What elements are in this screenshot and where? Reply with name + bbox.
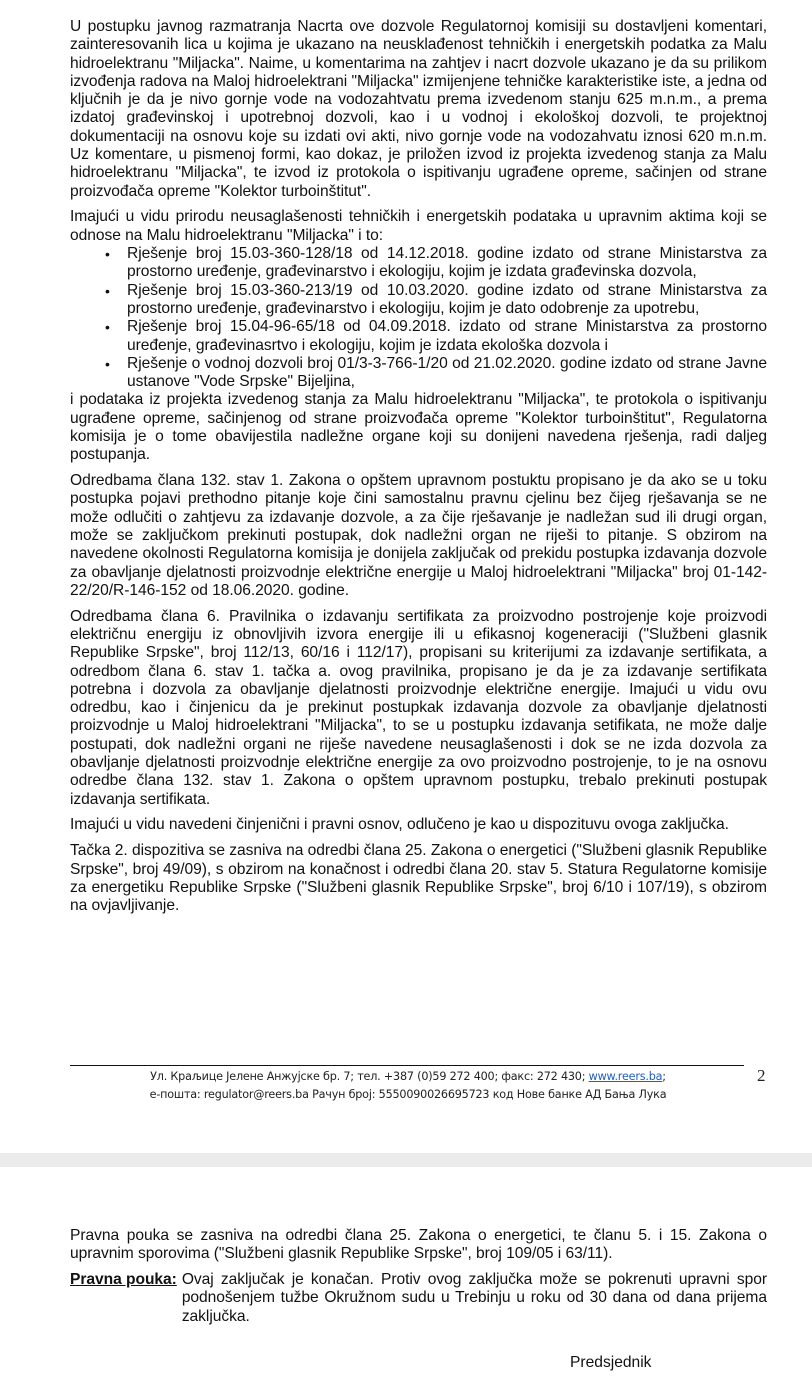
paragraph-inconsistency-intro: Imajući u vidu prirodu neusaglašenosti tehničkih i energetskih podataka u upravnim aktima koji se odnose na Malu hidroelektranu "Miljacka" i to: — [70, 208, 767, 244]
list-item-text: Rješenje broj 15.04-96-65/18 od 04.09.2018. izdato od strane Ministarstva za prostorno uređenje, građevinasrtvo i ekologiju, kojim je izdata ekološka dozvola i — [127, 318, 767, 354]
paragraph-legal-remedy-basis: Pravna pouka se zasniva na odredbi člana 25. Zakona o energetici, te članu 5. i 15. Zakona o upravnim sporovima ("Službeni glasnik Republike Srpske", broj 109/05 i 63/11). — [70, 1227, 767, 1263]
list-item — [70, 318, 767, 355]
bullet-icon: • — [105, 355, 110, 372]
footer-address-text: Ул. Краљице Јелене Анжујске бр. 7; тел. +387 (0)59 272 400; факс: 272 430; — [150, 1070, 589, 1083]
list-item-text: Rješenje broj 15.03-360-213/19 od 10.03.2020. godine izdato od strane Ministarstva za prostorno uređenje, građevinarstvo i ekologiju, kojim je dato odobrenje za upotrebu, — [127, 281, 767, 317]
footer-divider — [70, 1065, 744, 1066]
paragraph-inconsistency-outro: i podataka iz projekta izvedenog stanja za Malu hidroelektranu "Miljacka", te protokola o ispitivanju ugrađene opreme, sačinjenog od strane proizvođača opreme "Kolektor turboinštitut", Regulatorna komisija je o tome obavijestila nadležne organe koji su donijeni navedena rješenja, radi daljeg postupanja. — [70, 391, 767, 464]
page-number: 2 — [757, 1066, 766, 1085]
paragraph-article-6-rulebook: Odredbama člana 6. Pravilnika o izdavanju sertifikata za proizvodno postrojenje koje proizvodi električnu energiju iz obnovljivih izvora energije ili u efikasnoj kogeneraciji ("Službeni glasnik Republike Srpske", broj 112/13, 60/16 i 112/17), propisani su kriterijumi za izdavanje sertifikata, a odredbom člana 6. stav 1. tačka a. ovog pravilnika, propisano je da je za izdavanje sertifikata potrebna i dozvola za obavljanje djelatnosti proizvodnje električne energije. Imajući u vidu ovu odredbu, kao i činjenicu da je prekinut postupkak izdavanja dozvole za obavljanje djelatnosti proizvodnje u Maloj hidroelektrani "Miljacka", to se u postupku izdavanja setifikata, ne može dalje postupati, dok nadležni organi ne riješe navedene neusaglašenosti i dok se ne izda dozvola za obavljanje djelatnosti proizvodnje električne energije za ovo proizvodno postrojenje, to je na osnovu odredbe člana 132. stav 1. Zakona o opštem upravnom postupku, trebalo prekinuti postupak izdavanja sertifikata. — [70, 607, 767, 808]
paragraph-decision-basis: Imajući u vidu navedeni činjenični i pravni osnov, odlučeno je kao u dispozituvu ovoga zaključka. — [70, 816, 729, 834]
paragraph-public-review: U postupku javnog razmatranja Nacrta ove dozvole Regulatornoj komisiji su dostavljeni komentari, zainteresovanih lica u kojima je ukazano na neusklađenost tehničkih i energetskih podatka za Malu hidroelektranu "Miljacka". Naime, u komentarima na zahtjev i nacrt dozvole ukazano je da su prilikom izvođenja radova na Maloj hidroelektrani "Miljacka" izmijenjene tehničke karakteristike iste, a jedna od ključnih je da je nivo gornje vode na vodozahtvatu prema izvedenom stanju 625 m.n.m., a prema izdatoj građevinskoj i upotrebnoj dozvoli, kao i u vodnoj i ekološkoj dozvoli, te projektnoj dokumentaciji na osnovu koje su izdati ovi akti, nivo gornje vode na vodozahvatu iznosi 620 m.n.m. Uz komentare, u pismenoj formi, kao dokaz, je priložen izvod iz projekta izvedenog stanja za Malu hidroelektranu "Miljacka", te izvod iz protokola o ispitivanju ugrađene opreme, sačinjen od strane proizvođača opreme "Kolektor turboinštitut". — [70, 18, 767, 200]
list-item — [70, 245, 767, 282]
list-item — [70, 355, 767, 392]
legal-remedy-text: Ovaj zaključak je konačan. Protiv ovog zaključka može se pokrenuti upravni spor podnošenjem tužbe Okružnom sudu u Trebinju u roku od 30 dana od dana prijema zaključka. — [181, 1271, 767, 1325]
page-2-body — [70, 1227, 767, 1326]
legal-remedy-label: Pravna pouka: — [70, 1271, 177, 1289]
footer-contact-line-2: е-пошта: regulator@reers.ba Рачун број: 5550090026695723 код Нове банке АД Бања Лука — [149, 1088, 667, 1101]
list-item — [70, 282, 767, 319]
bullet-icon: • — [105, 282, 110, 299]
footer-address-line-1 — [70, 1068, 746, 1086]
legal-remedy-block — [70, 1271, 767, 1326]
page-separator — [0, 1153, 812, 1167]
decisions-list — [70, 245, 767, 391]
signature-title: Predsjednik — [570, 1354, 652, 1371]
bullet-icon: • — [105, 246, 110, 263]
footer-website-link[interactable]: www.reers.ba — [588, 1070, 663, 1083]
paragraph-article-132: Odredbama člana 132. stav 1. Zakona o opštem upravnom postuktu propisano je da ako se u toku postupka pojavi prethodno pitanje koje čini samostalnu pravnu cjelinu bez čijeg rješavanja se ne može odlučiti o zahtjevu za izdavanje dozvole, a za čije rješavanje je nadležan sud ili drugi organ, može se zaključkom prekinuti postupak, dok nadležni organ ne riješi to pitanje. S obzirom na navedene okolnosti Regulatorna komisija je donijela zaključak od prekidu postupka izdavanja dozvole za obavljanje djelatnosti proizvodnje električne energije u Maloj hidroelektrani "Miljacka" broj 01-142-22/20/R-146-152 od 18.06.2020. godine. — [70, 472, 767, 599]
bullet-icon: • — [105, 319, 110, 336]
list-item-text: Rješenje o vodnoj dozvoli broj 01/3-3-766-1/20 od 21.02.2020. godine izdato od strane Javne ustanove "Vode Srpske" Bijeljina, — [127, 354, 767, 391]
list-item-text: Rješenje broj 15.03-360-128/18 od 14.12.2018. godine izdato od strane Ministarstva za prostorno uređenje, građevinarstvo i ekologiju, kojim je izdata građevinska dozvola, — [127, 245, 767, 281]
footer-address-suffix: ; — [662, 1070, 666, 1083]
paragraph-item-2-basis: Tačka 2. dispozitiva se zasniva na odredbi člana 25. Zakona o energetici ("Službeni glasnik Republike Srpske", broj 49/09), s obzirom na konačnost i odredbi člana 20. stav 5. Statura Regulatorne komisije za energetiku Republike Srpske ("Službeni glasnik Republike Srpske", broj 6/10 i 107/19), s obzirom na ovjavljivanje. — [70, 842, 767, 915]
page-1-body — [70, 18, 767, 915]
document-page-2 — [0, 1167, 812, 1388]
